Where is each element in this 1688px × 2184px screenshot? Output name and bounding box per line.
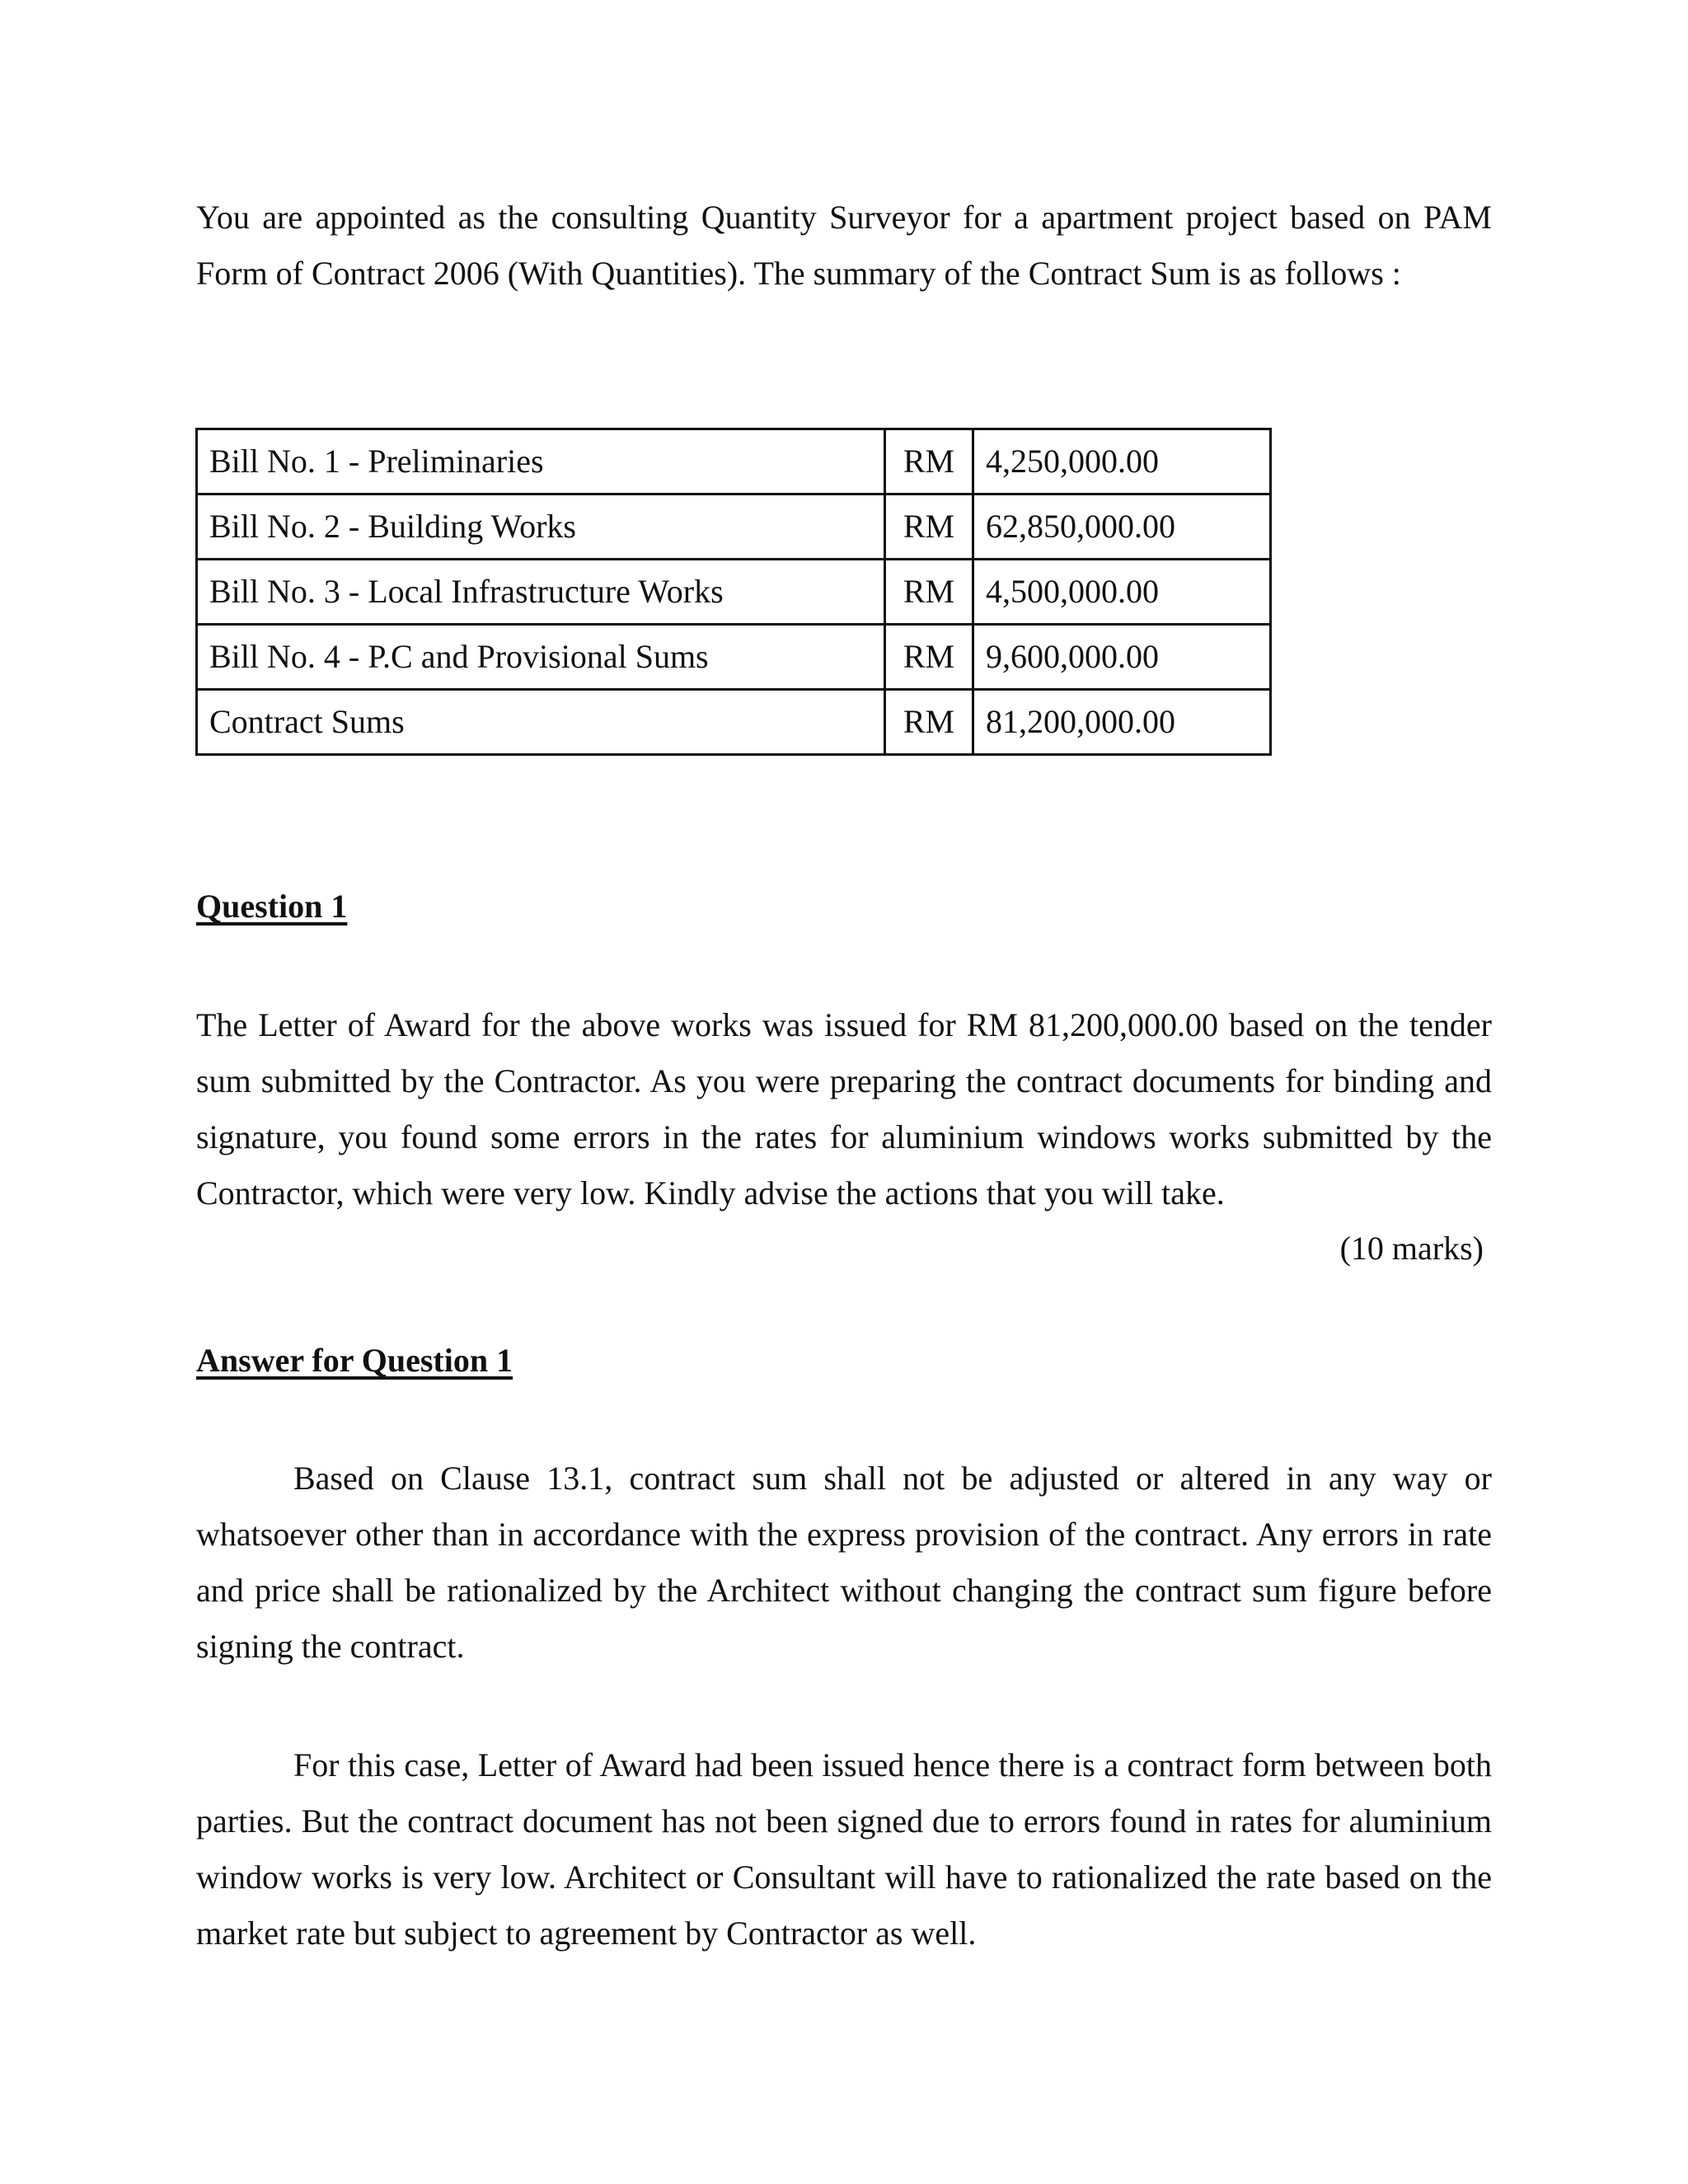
bill-amount: 62,850,000.00 [973,494,1271,560]
table-row [197,429,1271,494]
bill-amount: 81,200,000.00 [973,690,1271,755]
question-1-text: The Letter of Award for the above works was issued for RM 81,200,000.00 based on the tender sum submitted by the Contractor. As you were preparing the contract documents for binding and signature, you found some errors in the rates for aluminium windows works submitted by the Contractor, which were very low. Kindly advise the actions that you will take. [196,1006,1492,1212]
table-row-total [197,690,1271,755]
bill-amount: 4,250,000.00 [973,429,1271,494]
bill-currency: RM [885,625,973,690]
bill-description: Bill No. 1 - Preliminaries [197,429,885,494]
intro-paragraph: You are appointed as the consulting Quantity Surveyor for a apartment project based on PAM Form of Contract 2006 (With Quantities). The summary of the Contract Sum is as follows : [196,199,1492,292]
answer-1-paragraph: Based on Clause 13.1, contract sum shall not be adjusted or altered in any way or whatsoever other than in accordance with the express provision of the contract. Any errors in rate and price shall be rationalized by the Architect without changing the contract sum figure before signing the contract. [196,1460,1492,1665]
answer-1-paragraph: For this case, Letter of Award had been issued hence there is a contract form between both parties. But the contract document has not been signed due to errors found in rates for aluminium window works is very low. Architect or Consultant will have to rationalized the rate based on the market rate but subject to agreement by Contractor as well. [196,1746,1492,1952]
bill-amount: 4,500,000.00 [973,560,1271,625]
question-1-marks: (10 marks) [1339,1230,1484,1267]
contract-sum-table [195,428,1272,756]
table-row [197,625,1271,690]
bill-currency: RM [885,560,973,625]
bill-currency: RM [885,494,973,560]
bill-description: Bill No. 2 - Building Works [197,494,885,560]
bill-description: Bill No. 4 - P.C and Provisional Sums [197,625,885,690]
bill-currency: RM [885,429,973,494]
bill-description: Contract Sums [197,690,885,755]
bill-amount: 9,600,000.00 [973,625,1271,690]
table-row [197,494,1271,560]
question-1-heading: Question 1 [196,888,348,925]
bill-currency: RM [885,690,973,755]
bill-description: Bill No. 3 - Local Infrastructure Works [197,560,885,625]
table-row [197,560,1271,625]
answer-1-heading: Answer for Question 1 [196,1342,513,1379]
